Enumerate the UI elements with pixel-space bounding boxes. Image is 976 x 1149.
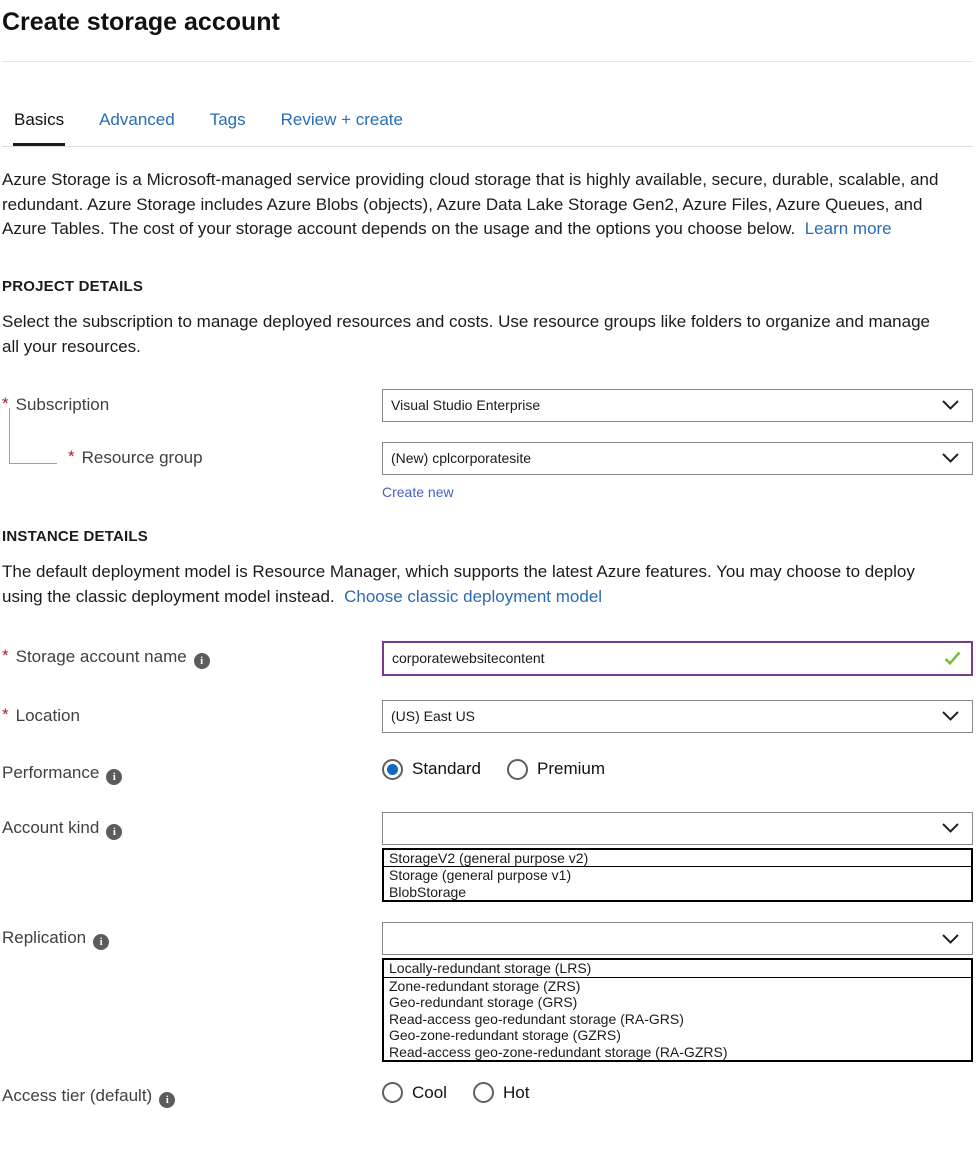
radio-option[interactable]	[507, 759, 605, 780]
create-new-link[interactable]: Create new	[382, 483, 454, 500]
location-select[interactable]	[382, 700, 973, 733]
tab-bar	[2, 106, 973, 147]
tab[interactable]	[98, 106, 176, 146]
resource-group-label-cell	[2, 442, 382, 468]
listbox-option[interactable]: Geo-redundant storage (GRS)	[389, 994, 578, 1010]
replication-label-cell	[2, 922, 382, 950]
storage-account-name-row	[2, 641, 973, 676]
storage-account-name-input[interactable]	[390, 650, 944, 666]
chevron-down-icon	[942, 934, 959, 944]
chevron-down-icon	[942, 400, 959, 410]
listbox-option[interactable]: StorageV2 (general purpose v2)	[384, 850, 971, 868]
replication-row	[2, 922, 973, 1062]
subscription-select-value: Visual Studio Enterprise	[391, 397, 541, 413]
location-row	[2, 700, 973, 733]
title-divider	[2, 61, 973, 62]
required-asterisk: *	[2, 393, 9, 413]
account-kind-row	[2, 812, 973, 903]
required-asterisk: *	[2, 704, 9, 724]
access-tier-radio-group	[382, 1080, 973, 1103]
tab-label: Tags	[209, 110, 246, 129]
resource-group-select[interactable]	[382, 442, 973, 475]
storage-account-name-field	[382, 641, 973, 676]
tab[interactable]	[280, 106, 404, 146]
project-details-form	[2, 389, 973, 500]
radio-icon	[507, 759, 528, 780]
info-icon[interactable]: i	[93, 934, 109, 950]
radio-icon	[473, 1082, 494, 1103]
access-tier-row	[2, 1080, 973, 1108]
replication-select[interactable]	[382, 922, 973, 955]
listbox-option[interactable]: Storage (general purpose v1)	[389, 867, 572, 883]
radio-option-label: Standard	[412, 759, 481, 778]
account-kind-label: Account kind	[2, 817, 100, 837]
radio-option[interactable]	[382, 759, 481, 780]
listbox-option[interactable]: Zone-redundant storage (ZRS)	[389, 977, 581, 994]
account-kind-listbox	[382, 848, 973, 903]
account-kind-label-cell	[2, 812, 382, 840]
subscription-label-cell	[2, 389, 382, 415]
resource-group-connector-line	[9, 408, 57, 464]
location-select-value: (US) East US	[391, 708, 476, 724]
tab[interactable]	[13, 106, 65, 146]
valid-checkmark-icon	[944, 651, 961, 665]
listbox-option[interactable]: Locally-redundant storage (LRS)	[384, 960, 971, 978]
account-kind-select[interactable]	[382, 812, 973, 845]
storage-account-name-label: Storage account name	[15, 646, 187, 666]
chevron-down-icon	[942, 453, 959, 463]
required-asterisk: *	[68, 446, 75, 466]
tab[interactable]	[209, 106, 247, 146]
listbox-option[interactable]: BlobStorage	[389, 883, 467, 900]
project-details-description: Select the subscription to manage deployed resources and costs. Use resource groups like folders to organize and manage all your resources.	[2, 311, 930, 356]
subscription-select[interactable]	[382, 389, 973, 422]
choose-classic-deployment-link[interactable]: Choose classic deployment model	[344, 586, 603, 606]
performance-label: Performance	[2, 762, 100, 782]
subscription-row	[2, 389, 973, 422]
project-details-heading: PROJECT DETAILS	[2, 277, 144, 295]
info-icon[interactable]: i	[194, 653, 210, 669]
instance-details-description	[2, 559, 932, 609]
radio-option-label: Premium	[537, 759, 606, 778]
tab-label: Basics	[14, 110, 65, 129]
listbox-option[interactable]: Read-access geo-zone-redundant storage (RA-GZRS)	[389, 1043, 728, 1060]
intro-paragraph	[2, 168, 970, 242]
resource-group-select-value: (New) cplcorporatesite	[391, 450, 532, 466]
performance-label-cell	[2, 757, 382, 785]
access-tier-label: Access tier (default)	[2, 1086, 153, 1105]
listbox-option[interactable]: Geo-zone-redundant storage (GZRS)	[389, 1027, 621, 1043]
deployment-model-text: The default deployment model is Resource Manager, which supports the latest Azure features. You may choose to deploy using the classic deployment model instead.	[2, 561, 915, 606]
resource-group-label: Resource group	[81, 447, 203, 467]
replication-label: Replication	[2, 928, 87, 947]
subscription-label: Subscription	[15, 394, 110, 414]
radio-option[interactable]	[382, 1082, 447, 1103]
intro-text: Azure Storage is a Microsoft-managed service providing cloud storage that is highly available, secure, durable, scalable, and redundant. Azure Storage includes Azure Blobs (objects), Azure Data Lake Storage Gen2, Azure Files, Azure Queues, and Azure Tables. The cost of your storage account depends on the usage and the options you choose below.	[2, 170, 939, 238]
tab-label: Advanced	[99, 110, 175, 129]
radio-option-label: Hot	[502, 1082, 530, 1102]
info-icon[interactable]: i	[159, 1092, 175, 1108]
tab-label: Review + create	[280, 110, 403, 129]
info-icon[interactable]: i	[106, 769, 122, 785]
performance-radio-group	[382, 757, 973, 780]
page-title: Create storage account	[2, 8, 280, 36]
storage-account-name-label-cell	[2, 641, 382, 669]
resource-group-row	[2, 442, 973, 500]
chevron-down-icon	[942, 711, 959, 721]
learn-more-link[interactable]: Learn more	[804, 219, 892, 238]
radio-option-label: Cool	[412, 1082, 447, 1102]
required-asterisk: *	[2, 645, 9, 665]
access-tier-label-cell	[2, 1080, 382, 1108]
performance-row	[2, 757, 973, 785]
replication-listbox	[382, 958, 973, 1062]
info-icon[interactable]: i	[106, 824, 122, 840]
radio-icon	[382, 759, 403, 780]
chevron-down-icon	[942, 823, 959, 833]
radio-icon	[382, 1082, 403, 1103]
listbox-option[interactable]: Read-access geo-redundant storage (RA-GRS)	[389, 1010, 684, 1027]
instance-details-heading: INSTANCE DETAILS	[2, 527, 148, 545]
radio-option[interactable]	[473, 1082, 529, 1103]
location-label: Location	[15, 705, 80, 725]
location-label-cell	[2, 700, 382, 726]
instance-details-form	[2, 641, 973, 1109]
